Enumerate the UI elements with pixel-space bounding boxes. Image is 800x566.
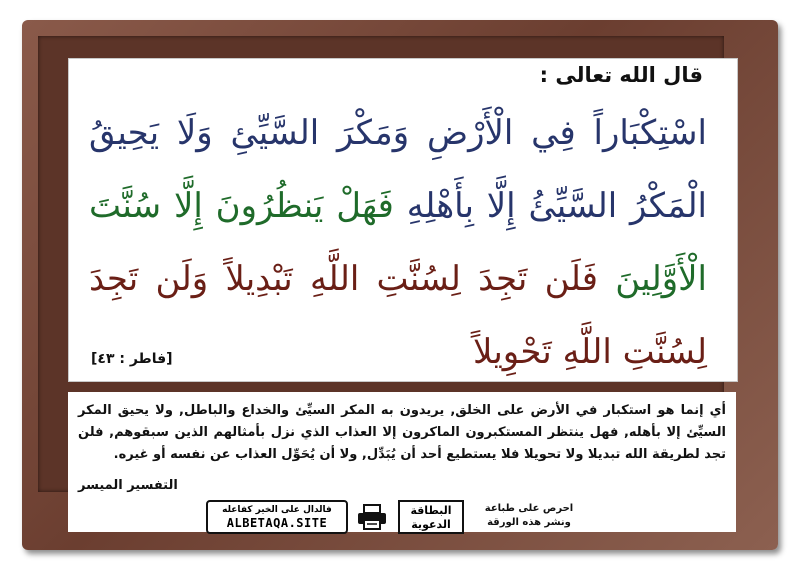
verse-line3-part2: فَلَن تَجِدَ لِسُنَّتِ اللَّهِ تَبْدِيلاً (225, 259, 598, 299)
verse-line2-part1: الْمَكْرُ السَّيِّئُ إِلَّا بِأَهْلِهِ (406, 186, 707, 226)
verse-line3-part1: سُنَّتَ الْأَوَّلِينَ (89, 186, 708, 299)
tafsir-source: التفسير الميسر (78, 478, 178, 493)
site-box (206, 500, 348, 534)
verse-text (89, 97, 707, 389)
verse-line1: اسْتِكْبَاراً فِي الْأَرْضِ وَمَكْرَ السَّيِّئِ وَلَا يَحِيقُ (89, 113, 707, 153)
verse-reference: [فاطر : ٤٣] (91, 351, 173, 367)
footer (206, 500, 656, 534)
intro-heading: قال الله تعالى : (539, 63, 703, 87)
verse-line4: وَلَن تَجِدَ لِسُنَّتِ اللَّهِ تَحْوِيلاً (89, 259, 707, 372)
printer-icon (356, 504, 388, 530)
site-link[interactable]: ALBETAQA.SITE (226, 516, 328, 530)
motto-text: فالدال على الخير كفاعله (222, 505, 332, 515)
verse-panel (68, 58, 738, 382)
logo: البطاقة الدعوية (398, 500, 464, 534)
print-note: احرص على طباعة ونشر هذه الورقة (484, 503, 574, 528)
verse-line2-part2: فَهَلْ يَنظُرُونَ إِلَّا (173, 186, 394, 226)
tafsir-text: أي إنما هو استكبار في الأرض على الخلق, يريدون به المكر السيِّئ والخداع والباطل, ولا يحيق المكر السيِّئ إلا بأهله, فهل ينتظر المستكبرون الماكرون إلا العذاب الذي نزل بأمثالهم الذين سبقوهم, فلن تجد لطريقة الله تبديلا ولا تحويلا فلا يستطيع أحد أن يُبَدِّل, ولا أن يُحَوِّل العذاب عن نفسه أو غيره. (78, 403, 726, 462)
